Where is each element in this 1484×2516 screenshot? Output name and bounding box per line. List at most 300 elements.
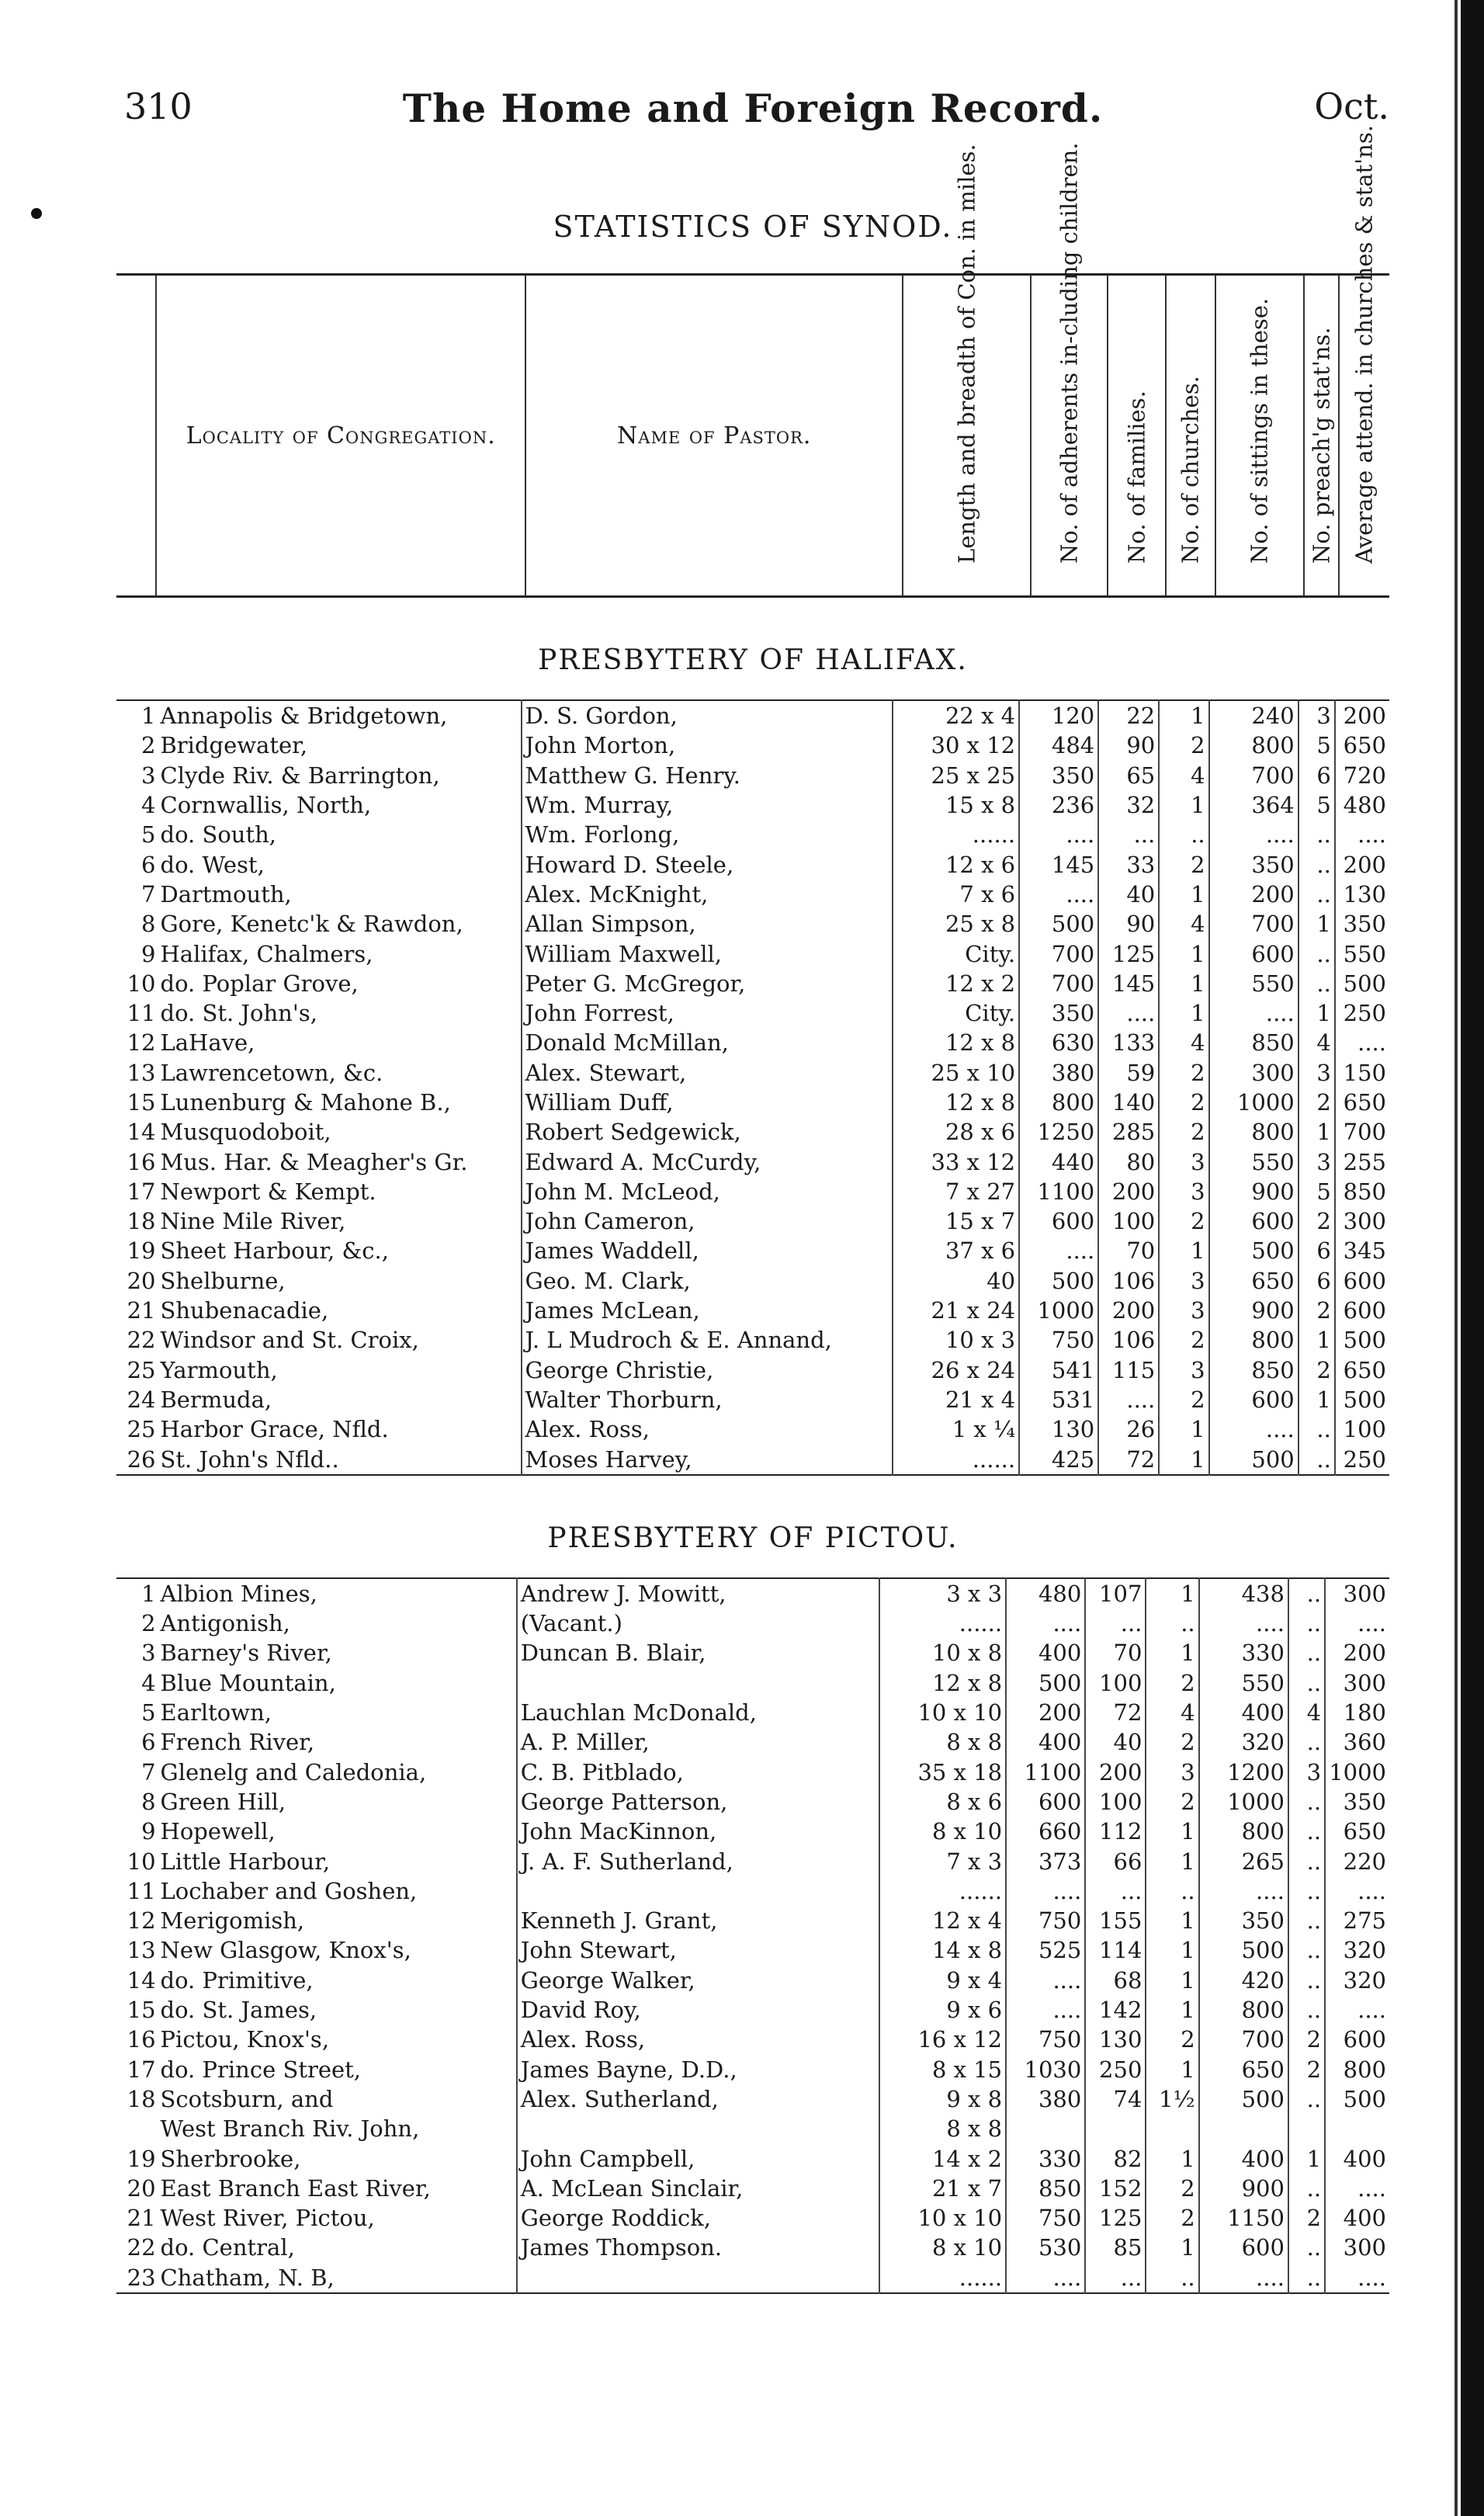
sittings-cell: 850 [1209, 1028, 1298, 1057]
row-number-cell: 25 [127, 1416, 156, 1443]
row-number-cell: 12 [127, 1029, 156, 1057]
attendance-cell: 650 [1335, 1355, 1389, 1385]
dimensions-cell: 15 x 7 [893, 1206, 1019, 1236]
adherents-cell: 330 [1006, 2143, 1085, 2173]
churches-cell: 1 [1146, 2233, 1198, 2262]
pastor-cell: Moses Harvey, [522, 1444, 893, 1474]
dimensions-cell: 7 x 3 [879, 1846, 1006, 1876]
locality-cell: Musquodoboit, [160, 1119, 331, 1146]
sittings-cell: 550 [1199, 1668, 1288, 1698]
attendance-cell: 1000 [1325, 1758, 1389, 1787]
dimensions-cell: 30 x 12 [893, 731, 1019, 760]
pastor-cell: Andrew J. Mowitt, [517, 1578, 879, 1609]
dimensions-cell: 10 x 10 [879, 1698, 1006, 1727]
stations-cell: 4 [1298, 1028, 1335, 1057]
locality-cell: do. St. John's, [160, 1000, 317, 1027]
families-header-text: No. of families. [1122, 390, 1149, 564]
families-cell: 80 [1098, 1147, 1159, 1176]
churches-cell: 1 [1146, 1966, 1198, 1995]
locality-cell: Green Hill, [160, 1788, 286, 1815]
families-cell: 68 [1085, 1966, 1146, 1995]
churches-header [1166, 275, 1215, 597]
table-row [116, 761, 1389, 790]
families-cell: 125 [1085, 2203, 1146, 2233]
stations-cell: 2 [1288, 2025, 1325, 2054]
dimensions-cell: 35 x 18 [879, 1758, 1006, 1787]
sittings-header-text: No. of sittings in these. [1246, 297, 1273, 564]
row-number-cell: 21 [127, 1297, 156, 1324]
locality-cell: Albion Mines, [160, 1580, 317, 1607]
sittings-cell: 1000 [1209, 1088, 1298, 1117]
stations-cell: .. [1288, 1578, 1325, 1609]
row-number-cell: 19 [127, 2145, 156, 2172]
row-number-cell: 6 [141, 851, 156, 878]
dimensions-cell: ...... [879, 2263, 1006, 2293]
families-cell: 65 [1098, 761, 1159, 790]
locality-cell: Pictou, Knox's, [160, 2026, 330, 2053]
row-number-cell: 8 [141, 1788, 156, 1815]
sittings-cell: 400 [1199, 2143, 1288, 2173]
attendance-cell: 650 [1335, 731, 1389, 760]
churches-cell: .. [1146, 2263, 1198, 2293]
sittings-cell: 330 [1199, 1638, 1288, 1668]
locality-cell: Yarmouth, [160, 1356, 278, 1383]
sittings-cell: 900 [1209, 1177, 1298, 1206]
adherents-cell: 380 [1006, 2084, 1085, 2114]
dimensions-cell: 14 x 2 [879, 2143, 1006, 2173]
dimensions-cell: 21 x 4 [893, 1385, 1019, 1414]
row-number-cell: 20 [127, 2174, 156, 2202]
stations-cell: 6 [1298, 1266, 1335, 1296]
adherents-cell: 1250 [1019, 1117, 1098, 1147]
presbytery-title: PRESBYTERY OF PICTOU. [547, 1522, 959, 1554]
churches-cell: 1 [1159, 1414, 1208, 1444]
families-cell: 200 [1085, 1758, 1146, 1787]
families-cell: 59 [1098, 1058, 1159, 1088]
sittings-cell: .... [1199, 1609, 1288, 1638]
stations-cell: .. [1288, 1876, 1325, 1906]
churches-cell: 1 [1146, 2143, 1198, 2173]
sittings-cell: 1150 [1199, 2203, 1288, 2233]
dimensions-cell: 1 x ¼ [893, 1414, 1019, 1444]
sittings-cell: 600 [1209, 1206, 1298, 1236]
locality-cell: Bermuda, [160, 1386, 272, 1413]
pastor-cell: George Patterson, [517, 1787, 879, 1817]
adherents-cell: .... [1019, 820, 1098, 849]
locality-cell: Earltown, [160, 1699, 272, 1726]
families-cell: 32 [1098, 790, 1159, 820]
sittings-cell: 600 [1209, 939, 1298, 968]
presbytery-table [116, 1577, 1389, 2294]
churches-cell: 1 [1159, 939, 1208, 968]
pastor-cell: John MacKinnon, [517, 1817, 879, 1846]
table-row [116, 2025, 1389, 2054]
families-cell: 90 [1098, 909, 1159, 939]
churches-cell: 1 [1159, 1236, 1208, 1265]
churches-cell: 3 [1159, 1177, 1208, 1206]
pastor-cell: Howard D. Steele, [522, 849, 893, 879]
adherents-cell: 500 [1019, 1266, 1098, 1296]
locality-cell: Clyde Riv. & Barrington, [160, 762, 440, 789]
table-row [116, 1117, 1389, 1147]
stations-cell: 5 [1298, 731, 1335, 760]
attendance-cell: 550 [1335, 939, 1389, 968]
adherents-cell: 750 [1006, 2025, 1085, 2054]
attendance-cell: 300 [1325, 1668, 1389, 1698]
sittings-cell: .... [1209, 820, 1298, 849]
table-row [116, 1177, 1389, 1206]
stations-cell: .. [1288, 2084, 1325, 2114]
adherents-cell: 800 [1019, 1088, 1098, 1117]
row-number-cell: 17 [127, 2056, 156, 2083]
table-row [116, 1698, 1389, 1727]
stations-cell: 5 [1298, 1177, 1335, 1206]
adherents-cell: 484 [1019, 731, 1098, 760]
families-header [1108, 275, 1165, 597]
row-number-cell: 16 [127, 1148, 156, 1175]
attendance-cell: 400 [1325, 2143, 1389, 2173]
families-cell: 106 [1098, 1325, 1159, 1355]
attendance-cell: 500 [1335, 969, 1389, 998]
locality-cell: Shubenacadie, [160, 1297, 329, 1324]
adherents-cell: 1100 [1019, 1177, 1098, 1206]
stations-cell: .. [1298, 939, 1335, 968]
sittings-cell: 700 [1209, 909, 1298, 939]
attendance-cell: 800 [1325, 2054, 1389, 2084]
table-row [116, 2143, 1389, 2173]
table-row [116, 2233, 1389, 2262]
locality-cell: Harbor Grace, Nfld. [160, 1416, 389, 1443]
locality-cell: West River, Pictou, [160, 2205, 375, 2232]
pastor-cell: John Campbell, [517, 2143, 879, 2173]
attendance-cell: .... [1335, 820, 1389, 849]
pastor-cell: Walter Thorburn, [522, 1385, 893, 1414]
stations-cell: 2 [1298, 1355, 1335, 1385]
locality-cell: Lochaber and Goshen, [160, 1877, 418, 1904]
locality-cell: Gore, Kenetc'k & Rawdon, [160, 911, 463, 938]
adherents-cell: 750 [1006, 2203, 1085, 2233]
families-cell: 285 [1098, 1117, 1159, 1147]
table-row [116, 849, 1389, 879]
stations-cell: .. [1298, 820, 1335, 849]
row-number-cell: 20 [127, 1267, 156, 1294]
dimensions-cell: 14 x 8 [879, 1935, 1006, 1965]
row-number-cell: 16 [127, 2026, 156, 2053]
table-row [116, 1758, 1389, 1787]
dimensions-cell: 10 x 10 [879, 2203, 1006, 2233]
families-cell: 145 [1098, 969, 1159, 998]
pastor-cell: D. S. Gordon, [522, 700, 893, 731]
sittings-cell: 900 [1209, 1296, 1298, 1325]
pastor-cell: Alex. Ross, [522, 1414, 893, 1444]
sittings-cell: 350 [1199, 1906, 1288, 1935]
page [116, 85, 1389, 2294]
adherents-cell: 130 [1019, 1414, 1098, 1444]
pastor-cell: Donald McMillan, [522, 1028, 893, 1057]
adherents-cell: 236 [1019, 790, 1098, 820]
row-number-cell: 4 [141, 1669, 156, 1696]
adherents-cell: 145 [1019, 849, 1098, 879]
families-cell: .... [1098, 1385, 1159, 1414]
sittings-cell: 500 [1199, 2084, 1288, 2114]
families-cell: 115 [1098, 1355, 1159, 1385]
sittings-cell: 420 [1199, 1966, 1288, 1995]
row-number-cell: 9 [141, 1818, 156, 1845]
sittings-cell: 650 [1209, 1266, 1298, 1296]
families-cell: 100 [1098, 1206, 1159, 1236]
sittings-cell: 550 [1209, 969, 1298, 998]
dimensions-cell: 15 x 8 [893, 790, 1019, 820]
dimensions-cell: 40 [893, 1266, 1019, 1296]
table-row [116, 1846, 1389, 1876]
families-cell: 74 [1085, 2084, 1146, 2114]
pastor-cell: John M. McLeod, [522, 1177, 893, 1206]
pastor-cell: John Cameron, [522, 1206, 893, 1236]
table-row [116, 1147, 1389, 1176]
stations-cell: 1 [1298, 1385, 1335, 1414]
length-header [903, 144, 1031, 597]
running-title: The Home and Foreign Record. [402, 85, 1104, 131]
dimensions-cell: 8 x 8 [879, 1727, 1006, 1757]
table-row [116, 1355, 1389, 1385]
pastor-cell: John Forrest, [522, 998, 893, 1028]
dimensions-cell: 9 x 6 [879, 1995, 1006, 2025]
families-cell: 66 [1085, 1846, 1146, 1876]
stations-cell: 6 [1298, 1236, 1335, 1265]
table-row [116, 969, 1389, 998]
adherents-cell: 525 [1006, 1935, 1085, 1965]
stations-cell: 3 [1298, 700, 1335, 731]
stations-cell: 2 [1298, 1206, 1335, 1236]
table-row [116, 1906, 1389, 1935]
stations-cell: .. [1288, 2263, 1325, 2293]
attendance-cell: 180 [1325, 1698, 1389, 1727]
sittings-cell: 900 [1199, 2174, 1288, 2203]
stations-cell: .. [1288, 1609, 1325, 1638]
attendance-cell: 400 [1325, 2203, 1389, 2233]
table-row [116, 1817, 1389, 1846]
families-cell: 33 [1098, 849, 1159, 879]
adherents-cell: 700 [1019, 939, 1098, 968]
dimensions-cell: ...... [893, 1444, 1019, 1474]
margin-dot [31, 208, 42, 219]
pastor-cell: A. P. Miller, [517, 1727, 879, 1757]
locality-cell: Lawrencetown, &c. [160, 1059, 383, 1086]
churches-cell: 4 [1159, 761, 1208, 790]
sittings-cell: 240 [1209, 700, 1298, 731]
adherents-cell: 700 [1019, 969, 1098, 998]
stations-cell: 1 [1298, 909, 1335, 939]
stations-cell: .. [1288, 1966, 1325, 1995]
families-cell: 155 [1085, 1906, 1146, 1935]
dimensions-cell: ...... [879, 1609, 1006, 1638]
table-row [116, 790, 1389, 820]
row-number-cell: 11 [127, 1000, 156, 1027]
locality-cell: Lunenburg & Mahone B., [160, 1089, 451, 1116]
adherents-cell: .... [1006, 1966, 1085, 1995]
families-cell: 40 [1098, 880, 1159, 909]
adherents-header-text: No. of adherents in-cluding children. [1056, 142, 1083, 564]
row-number-cell: 11 [127, 1877, 156, 1904]
families-cell: 40 [1085, 1727, 1146, 1757]
dimensions-cell: 7 x 27 [893, 1177, 1019, 1206]
churches-cell: 2 [1146, 2203, 1198, 2233]
attendance-cell: 650 [1325, 1817, 1389, 1846]
running-header [116, 85, 1389, 140]
sittings-cell: 400 [1199, 1698, 1288, 1727]
churches-cell: 2 [1159, 1058, 1208, 1088]
churches-cell: 1½ [1146, 2084, 1198, 2114]
locality-cell: Blue Mountain, [160, 1669, 336, 1696]
dimensions-cell: ...... [879, 1876, 1006, 1906]
attendance-cell: 100 [1335, 1414, 1389, 1444]
churches-cell [1146, 2114, 1198, 2143]
sittings-cell: .... [1209, 998, 1298, 1028]
sittings-cell: 364 [1209, 790, 1298, 820]
table-row [116, 1966, 1389, 1995]
dimensions-cell: 12 x 6 [893, 849, 1019, 879]
row-number-cell: 22 [127, 1327, 156, 1354]
table-row [116, 998, 1389, 1028]
stations-header [1304, 275, 1338, 597]
families-cell: 125 [1098, 939, 1159, 968]
sittings-cell: 800 [1199, 1995, 1288, 2025]
attendance-cell: 600 [1325, 2025, 1389, 2054]
adherents-cell: 200 [1006, 1698, 1085, 1727]
table-row [116, 1296, 1389, 1325]
attendance-cell: 150 [1335, 1058, 1389, 1088]
dimensions-cell: 26 x 24 [893, 1355, 1019, 1385]
families-cell: 152 [1085, 2174, 1146, 2203]
families-cell: 72 [1085, 1698, 1146, 1727]
families-cell: ... [1085, 1609, 1146, 1638]
dimensions-cell: 7 x 6 [893, 880, 1019, 909]
churches-cell: 1 [1146, 1906, 1198, 1935]
row-number-cell: 19 [127, 1237, 156, 1265]
table-row [116, 820, 1389, 849]
pastor-cell: William Duff, [522, 1088, 893, 1117]
churches-cell: .. [1159, 820, 1208, 849]
stations-cell: 3 [1288, 1758, 1325, 1787]
sittings-cell: .... [1199, 2263, 1288, 2293]
sittings-cell: 800 [1209, 731, 1298, 760]
dimensions-cell: 9 x 4 [879, 1966, 1006, 1995]
adherents-cell: 500 [1006, 1668, 1085, 1698]
table-row [116, 700, 1389, 731]
dimensions-cell: 21 x 7 [879, 2174, 1006, 2203]
families-cell: 142 [1085, 1995, 1146, 2025]
stations-cell: 1 [1298, 1117, 1335, 1147]
adherents-cell: 530 [1006, 2233, 1085, 2262]
sittings-cell: 320 [1199, 1727, 1288, 1757]
families-cell: 112 [1085, 1817, 1146, 1846]
families-cell: 26 [1098, 1414, 1159, 1444]
pastor-cell: Edward A. McCurdy, [522, 1147, 893, 1176]
stations-cell: .. [1288, 1846, 1325, 1876]
churches-cell: 1 [1146, 2054, 1198, 2084]
attendance-cell: 300 [1325, 2233, 1389, 2262]
adherents-cell: .... [1019, 880, 1098, 909]
families-cell: ... [1085, 2263, 1146, 2293]
table-row [116, 1444, 1389, 1474]
adherents-cell: 600 [1019, 1206, 1098, 1236]
row-number-cell: 13 [127, 1937, 156, 1964]
attendance-cell: 220 [1325, 1846, 1389, 1876]
dimensions-cell: City. [893, 939, 1019, 968]
locality-cell: Little Harbour, [160, 1848, 331, 1875]
row-number-cell: 2 [141, 1610, 156, 1637]
churches-cell: 2 [1146, 1787, 1198, 1817]
adherents-cell: 400 [1006, 1727, 1085, 1757]
churches-cell: 2 [1146, 2174, 1198, 2203]
churches-cell: 1 [1159, 998, 1208, 1028]
sittings-cell: 500 [1209, 1236, 1298, 1265]
attendance-cell: 255 [1335, 1147, 1389, 1176]
table-row [116, 2203, 1389, 2233]
dimensions-cell: 8 x 10 [879, 1817, 1006, 1846]
adherents-cell: 531 [1019, 1385, 1098, 1414]
families-cell: 70 [1098, 1236, 1159, 1265]
locality-cell: Annapolis & Bridgetown, [160, 703, 448, 730]
row-number-cell: 14 [127, 1119, 156, 1146]
adherents-cell: 350 [1019, 761, 1098, 790]
locality-cell: Merigomish, [160, 1907, 305, 1935]
locality-cell: Cornwallis, North, [160, 792, 372, 819]
churches-cell: 2 [1146, 1668, 1198, 1698]
locality-cell: Bridgewater, [160, 732, 308, 759]
stations-cell: .. [1298, 849, 1335, 879]
churches-cell: 1 [1159, 700, 1208, 731]
stations-cell: 2 [1298, 1088, 1335, 1117]
stations-cell: 2 [1288, 2203, 1325, 2233]
attendance-cell: .... [1325, 2174, 1389, 2203]
families-cell: 72 [1098, 1444, 1159, 1474]
table-row [116, 1787, 1389, 1817]
pastor-cell: Lauchlan McDonald, [517, 1698, 879, 1727]
attendance-cell: 345 [1335, 1236, 1389, 1265]
families-cell: 107 [1085, 1578, 1146, 1609]
dimensions-cell: 12 x 8 [893, 1088, 1019, 1117]
adherents-cell: 480 [1006, 1578, 1085, 1609]
attendance-cell: 200 [1335, 700, 1389, 731]
pastor-cell: A. McLean Sinclair, [517, 2174, 879, 2203]
dimensions-cell: 9 x 8 [879, 2084, 1006, 2114]
churches-cell: 3 [1159, 1355, 1208, 1385]
stations-cell: .. [1288, 2233, 1325, 2262]
stations-cell: .. [1298, 969, 1335, 998]
table-row [116, 880, 1389, 909]
churches-cell: .. [1146, 1876, 1198, 1906]
table-row [116, 1876, 1389, 1906]
presbytery-title: PRESBYTERY OF HALIFAX. [538, 644, 968, 676]
attendance-cell: 200 [1335, 849, 1389, 879]
dimensions-cell: 3 x 3 [879, 1578, 1006, 1609]
sittings-cell: 265 [1199, 1846, 1288, 1876]
attendance-cell: .... [1325, 1609, 1389, 1638]
locality-cell: do. Prince Street, [160, 2056, 362, 2083]
dimensions-cell: ...... [893, 820, 1019, 849]
churches-cell: 2 [1159, 1117, 1208, 1147]
table-row [116, 1088, 1389, 1117]
table-row [116, 939, 1389, 968]
attendance-cell: 500 [1335, 1325, 1389, 1355]
locality-cell: do. Primitive, [160, 1966, 314, 1994]
row-number-cell: 5 [141, 821, 156, 848]
pastor-cell [517, 2114, 879, 2143]
sittings-cell: 800 [1209, 1325, 1298, 1355]
pastor-cell: Wm. Murray, [522, 790, 893, 820]
dimensions-cell: 25 x 25 [893, 761, 1019, 790]
